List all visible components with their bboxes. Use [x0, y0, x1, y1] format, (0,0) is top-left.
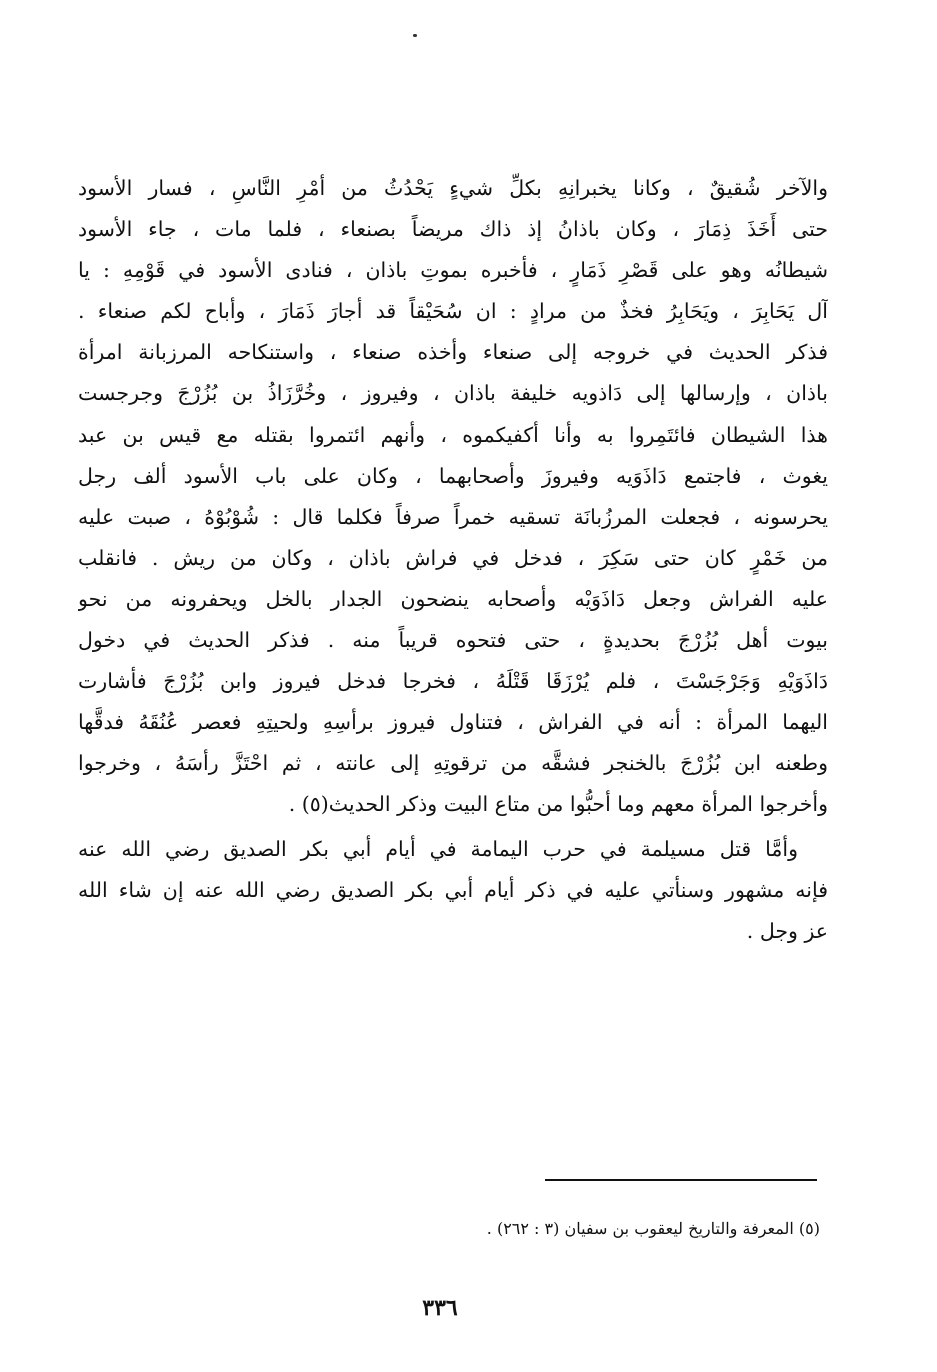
text-line: فذكر الحديث في خروجه إلى صنعاء وأخذه صنعاء ، واستنكاحه المرزبانة امرأة: [78, 340, 828, 365]
text-line: عز وجل .: [746, 918, 828, 943]
main-body-text: [78, 168, 828, 952]
footnote-divider: [545, 1179, 817, 1181]
text-line: عليه الفراش وجعل دَاذَوَيْه وأصحابه ينضحون الجدار بالخل ويحفرونه من نحو: [78, 586, 828, 611]
page-number: ٣٣٦: [422, 1295, 458, 1321]
paragraph-2: [78, 829, 828, 952]
text-line: من خَمْرٍ كان حتى سَكِرَ ، فدخل في فراش باذان ، وكان من ريش . فانقلب: [78, 545, 828, 570]
text-line: بيوت أهل بُزُرْجَ بحديدةٍ ، حتى فتحوه قريباً منه . فذكر الحديث في دخول: [78, 628, 828, 653]
paragraph-1: [78, 168, 828, 826]
text-line: يغوث ، فاجتمع دَاذَوَيه وفيروزَ وأصحابهما ، وكان على باب الأسود ألف رجل: [78, 463, 828, 488]
text-line: باذان ، وإرسالها إلى دَاذويه خليفة باذان ، وفيروز ، وخُرَّزَاذُ بن بُزُرْجَ وجرجست: [78, 381, 828, 406]
text-line: يحرسونه ، فجعلت المرزُبانَة تسقيه خمراً صرفاً فكلما قال : شُوْبُوْهُ ، صبت عليه: [78, 504, 828, 529]
text-line: هذا الشيطان فائتَمِروا به وأنا أكفيكموه ، وأنهم ائتمروا بقتله مع قيس بن عبد: [78, 422, 828, 447]
text-line: فإنه مشهور وسنأتي عليه في ذكر أيام أبي بكر الصديق رضي الله عنه إن شاء الله: [78, 877, 828, 902]
text-line: والآخر شُقيقٌ ، وكانا يخبرانِهِ بكلِّ شيءٍ يَحْدُثُ من أمْرِ النَّاسِ ، فسار الأسود: [78, 176, 828, 200]
text-line: وأخرجوا المرأة معهم وما أحبُّوا من متاع البيت وذكر الحديث(٥) .: [288, 792, 828, 817]
text-line: وأمَّا قتل مسيلمة في حرب اليمامة في أيام أبي بكر الصديق رضي الله عنه: [78, 836, 798, 861]
text-line: دَاذَوَيْهِ وَجَرْجَسْتَ ، فلم يُرْزَقَا قَتْلَهُ ، فخرجا فدخل فيروز وابن بُزُرْجَ فأشارت: [78, 669, 828, 694]
text-line: اليهما المرأة : أنه في الفراش ، فتناول فيروز برأسِهِ ولحيتِهِ فعصر عُنُقَهُ فدقَّها: [78, 710, 828, 735]
text-line: آل يَحَابِرَ ، ويَحَابِرُ فخذٌ من مرادٍ : ان سُحَيْقاً قد أجارَ ذَمَارَ ، وأباح لكم صنعاء .: [78, 299, 828, 324]
text-line: وطعنه ابن بُزُرْجَ بالخنجر فشقَّه من ترقوتِهِ إلى عانته ، ثم احْتَزَّ رأسَهُ ، وخرجوا: [78, 751, 828, 776]
text-line: شيطانُه وهو على قَصْرِ ذَمَارٍ ، فأخبره بموتِ باذان ، فنادى الأسود في قَوْمِهِ : يا: [78, 258, 828, 283]
footnote: (٥) المعرفة والتاريخ ليعقوب بن سفيان (٣ : ٢٦٢) .: [486, 1219, 820, 1238]
text-line: حتى أَخَذَ ذِمَارَ ، وكان باذانُ إذ ذاك مريضاً بصنعاء ، فلما مات ، جاء الأسود: [78, 217, 828, 242]
page-top-mark: [413, 34, 417, 37]
